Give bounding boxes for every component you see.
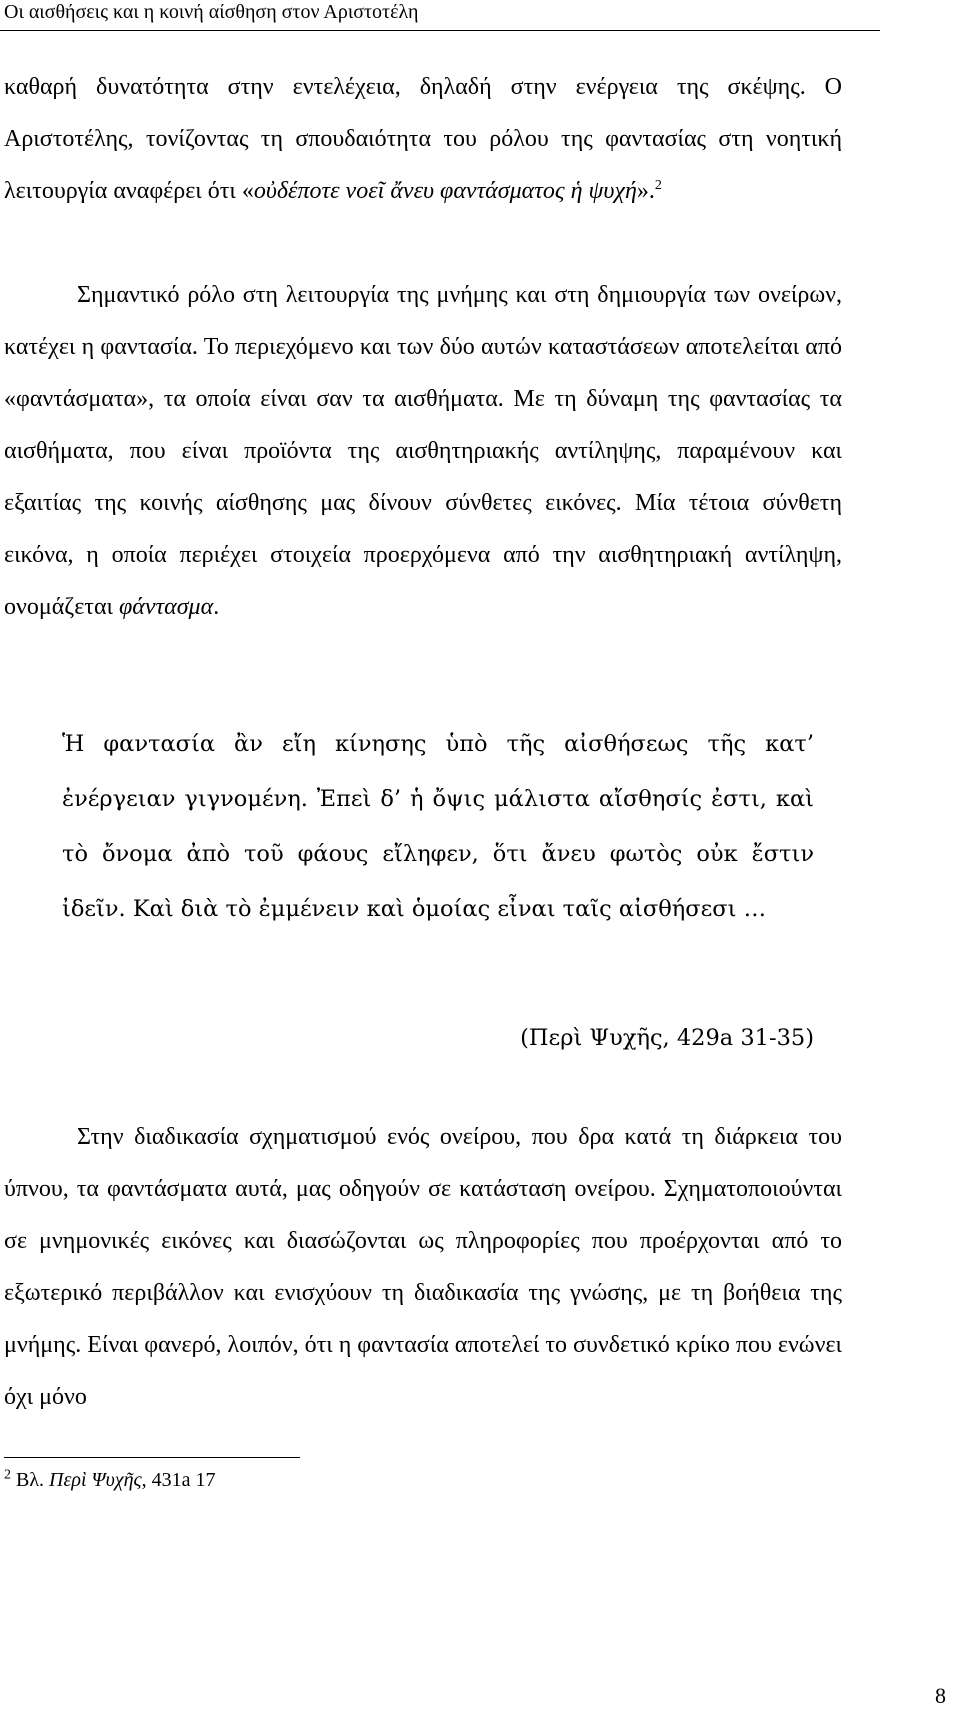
- paragraph-3: Στην διαδικασία σχηματισμού ενός ονείρου, που δρα κατά τη διάρκεια του ύπνου, τα φαντάσματα αυτά, μας οδηγούν σε κατάσταση ονείρου. Σχηματοποιούνται σε μνημονικές εικόνες και διασώζονται ως πληροφορίες που προέρχονται από το εξωτερικό περιβάλλον και ενισχύουν τη διαδικασία της γνώσης, με τη βοήθεια της μνήμης. Είναι φανερό, λοιπόν, ότι η φαντασία αποτελεί το συνδετικό κρίκο που ενώνει όχι μόνο: [4, 1124, 842, 1410]
- paragraph-1-closing: ».: [636, 178, 655, 204]
- greek-quotation: Ἡ φαντασία ἂν εἴη κίνησης ὑπὸ τῆς αἰσθήσεως τῆς κατ’ ἐνέργειαν γιγνομένη. Ἐπεὶ δ’ ἡ ὄψις μάλιστα αἴσθησίς ἐστι, καὶ τὸ ὄνομα ἀπὸ τοῦ φάους εἴληφεν, ὅτι ἄνευ φωτὸς οὐκ ἔστιν ἰδεῖν. Καὶ διὰ τὸ ἐμμένειν καὶ ὁμοίας εἶναι ταῖς αἰσθήσεσι …: [62, 731, 814, 922]
- footnote-number: 2: [4, 1467, 11, 1483]
- footnote-reference[interactable]: 2: [654, 178, 662, 193]
- footnote-locator: , 431a 17: [141, 1469, 216, 1491]
- running-header: Οι αισθήσεις και η κοινή αίσθηση στον Αριστοτέλη: [4, 1, 419, 23]
- paragraph-1: [4, 61, 842, 217]
- paragraph-2-closing: .: [213, 594, 220, 620]
- paragraph-2-term: φάντασμα: [118, 594, 214, 620]
- footnote-prefix: Βλ.: [16, 1469, 50, 1491]
- footnote-title: Περὶ Ψυχῆς: [49, 1469, 142, 1491]
- page-number: 8: [935, 1683, 946, 1708]
- footnote-divider: [4, 1457, 300, 1458]
- paragraph-1-quote: οὐδέποτε νοεῖ ἄνευ φαντάσματος ἡ ψυχή: [253, 178, 637, 204]
- footnote: [4, 1466, 216, 1494]
- greek-quotation-source: (Περὶ Ψυχῆς, 429a 31-35): [520, 1025, 814, 1051]
- paragraph-2: [4, 269, 842, 633]
- header-divider: [0, 30, 880, 31]
- paragraph-2-text: Σημαντικό ρόλο στη λειτουργία της μνήμης και στη δημιουργία των ονείρων, κατέχει η φαντασία. Το περιεχόμενο και των δύο αυτών καταστάσεων αποτελείται από «φαντάσματα», τα οποία είναι σαν τα αισθήματα. Με τη δύναμη της φαντασίας τα αισθήματα, που είναι προϊόντα της αισθητηριακής αντίληψης, παραμένουν και εξαιτίας της κοινής αίσθησης μας δίνουν σύνθετες εικόνες. Μία τέτοια σύνθετη εικόνα, η οποία περιέχει στοιχεία προερχόμενα από την αισθητηριακή αντίληψη, ονομάζεται: [4, 282, 842, 620]
- paragraph-1-text: καθαρή δυνατότητα στην εντελέχεια, δηλαδή στην ενέργεια της σκέψης. Ο Αριστοτέλης, τονίζοντας τη σπουδαιότητα του ρόλου της φαντασίας στη νοητική λειτουργία αναφέρει ότι «: [4, 74, 842, 204]
